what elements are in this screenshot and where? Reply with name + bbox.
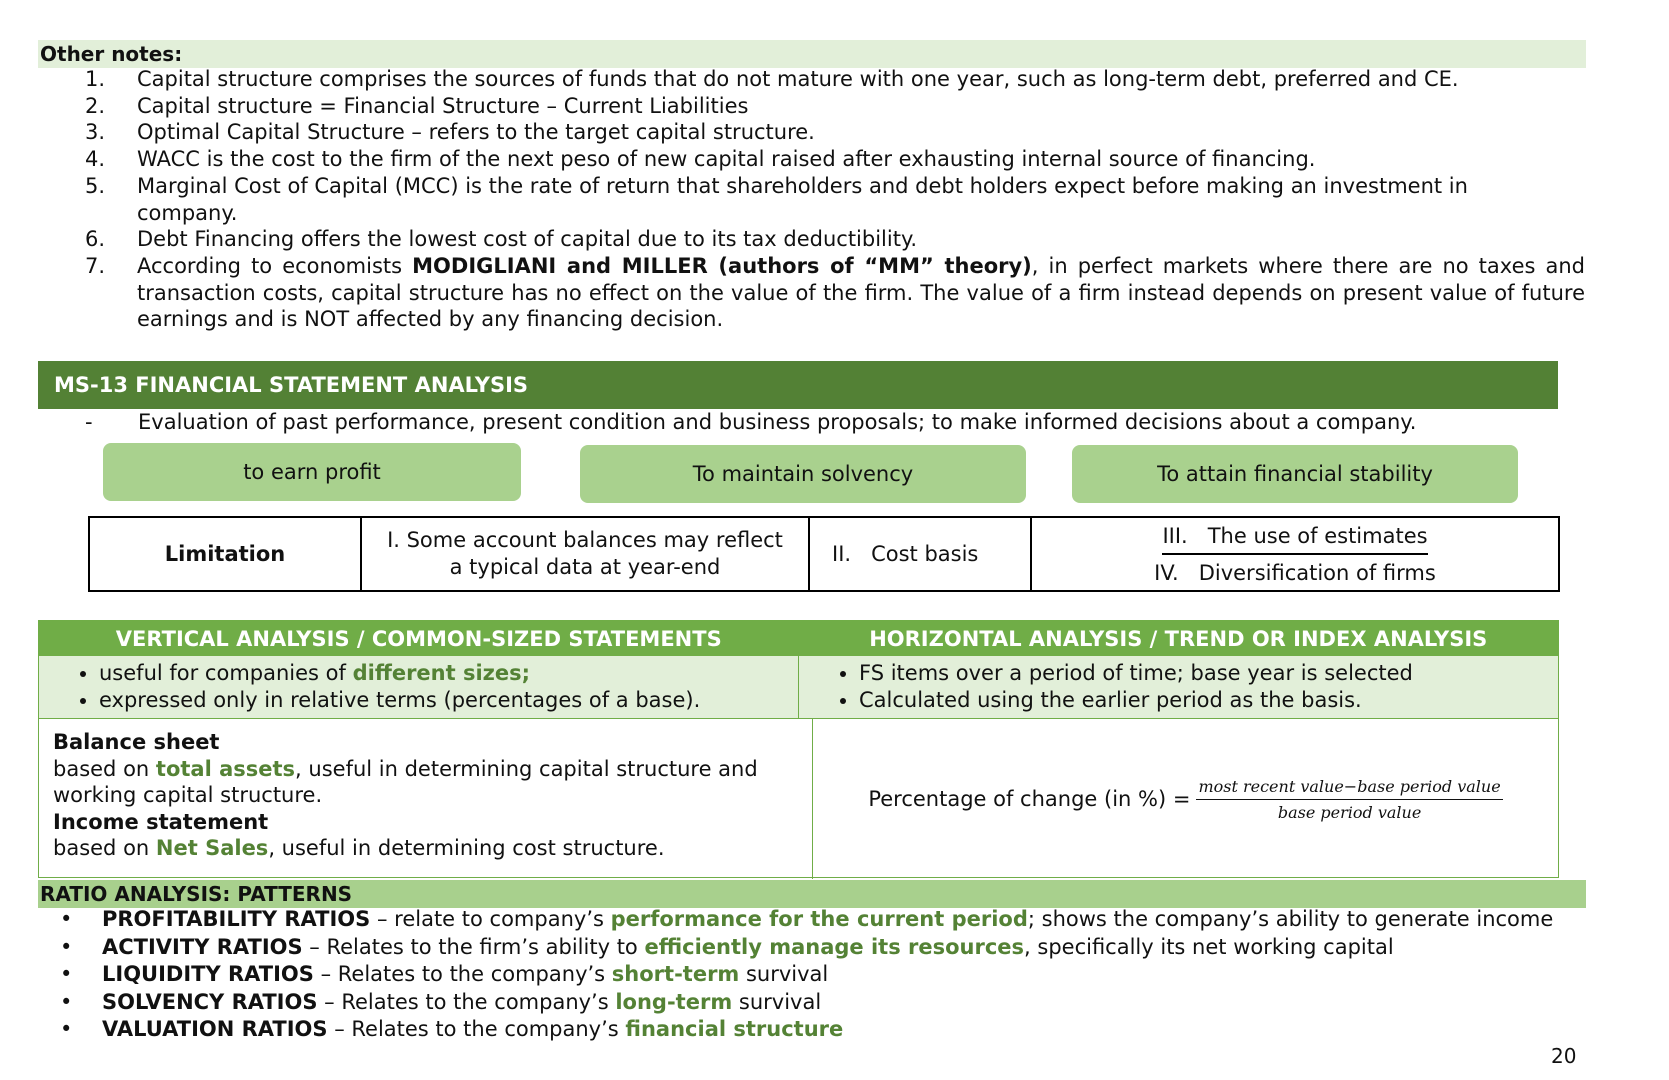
ratio-name: PROFITABILITY RATIOS <box>102 907 371 931</box>
ratio-pre: – Relates to the company’s <box>313 962 612 987</box>
note-item <box>85 93 1585 120</box>
limitation-item-4: IV. Diversification of firms <box>1154 560 1436 585</box>
limitation-label: Limitation <box>90 518 362 590</box>
vertical-bullet-1 <box>99 660 798 687</box>
other-notes-list <box>85 66 1585 333</box>
ratio-post: survival <box>739 962 829 987</box>
definition-text: Evaluation of past performance, present condition and business proposals; to make informed decisions about a company. <box>138 410 1417 434</box>
objective-earn-profit: to earn profit <box>103 443 521 501</box>
note-text: Marginal Cost of Capital (MCC) is the rate of return that shareholders and debt holders expect before making an investment in company. <box>137 173 1468 225</box>
ratio-pre: – Relates to the company’s <box>327 1017 626 1042</box>
ms13-section-title: MS-13 FINANCIAL STATEMENT ANALYSIS <box>38 361 1558 409</box>
ratio-name: LIQUIDITY RATIOS <box>102 962 314 987</box>
note-text: Capital structure comprises the sources of funds that do not mature with one year, such as long-term debt, preferred and CE. <box>137 67 1459 91</box>
horizontal-bullet-1: • FS items over a period of time; base year is selected <box>859 660 1558 687</box>
ratio-name: ACTIVITY RATIOS <box>102 934 303 959</box>
limitation-item-3: III. The use of estimates <box>1162 518 1427 555</box>
formula-label: Percentage of change (in %) = <box>868 787 1191 811</box>
limitation-items-3-4 <box>1032 518 1558 590</box>
note-number: 2. <box>85 93 106 118</box>
horizontal-analysis-title: HORIZONTAL ANALYSIS / TREND OR INDEX ANALYSIS <box>869 626 1488 651</box>
is-pre: based on <box>53 836 156 860</box>
page-number: 20 <box>1551 1044 1577 1068</box>
ratio-item <box>60 989 1553 1017</box>
vertical-details <box>39 719 813 879</box>
bullet-text: useful for companies of <box>99 661 353 685</box>
definition-dash: - <box>85 410 93 434</box>
note-item <box>85 226 1585 253</box>
ratio-post: ; shows the company’s ability to generate income <box>1027 907 1554 931</box>
limitation-item-1-line1: I. Some account balances may reflect <box>387 528 783 552</box>
note-number: 1. <box>85 67 106 91</box>
ratio-list <box>60 906 1553 1044</box>
vertical-bullets <box>39 656 799 718</box>
bullet-green-text: different sizes; <box>352 661 531 685</box>
objective-maintain-solvency: To maintain solvency <box>580 445 1026 503</box>
limitation-table <box>88 516 1560 592</box>
ratio-pre: – relate to company’s <box>370 907 611 931</box>
limitation-item-1 <box>362 518 810 590</box>
note-text: Debt Financing offers the lowest cost of capital due to its tax deductibility. <box>137 227 918 252</box>
ratio-analysis-heading: RATIO ANALYSIS: PATTERNS <box>38 880 1586 908</box>
note-number: 6. <box>85 227 106 252</box>
income-statement-text <box>53 835 798 862</box>
is-green: Net Sales <box>155 836 269 860</box>
limitation-item-2: II. Cost basis <box>810 518 1032 590</box>
ratio-green: short-term <box>611 962 740 987</box>
ratio-green: financial structure <box>625 1017 844 1042</box>
vertical-bullet-2: • expressed only in relative terms (percentages of a base). <box>99 687 798 714</box>
note-item <box>85 119 1585 146</box>
balance-sheet-text <box>53 756 798 809</box>
bs-pre: based on <box>53 756 156 781</box>
note-text: Capital structure = Financial Structure – Current Liabilities <box>137 93 749 118</box>
vertical-analysis-title: VERTICAL ANALYSIS / COMMON-SIZED STATEMENTS <box>115 626 722 651</box>
other-notes-heading: Other notes: <box>38 40 1586 68</box>
analysis-header-row <box>39 621 1558 656</box>
formula-denominator: base period value <box>1277 802 1422 822</box>
note-item <box>85 66 1585 93</box>
bullet: • <box>60 907 73 931</box>
ratio-green: long-term <box>615 989 733 1014</box>
note-text: Optimal Capital Structure – refers to the target capital structure. <box>137 120 815 145</box>
ratio-item <box>60 1016 1553 1044</box>
horizontal-formula-cell <box>813 719 1558 879</box>
formula-fraction <box>1196 777 1502 822</box>
note-number: 7. <box>85 253 106 278</box>
ratio-name: SOLVENCY RATIOS <box>102 989 318 1014</box>
bullet: • <box>60 1017 73 1042</box>
limitation-item-1-line2: a typical data at year-end <box>449 555 721 579</box>
bullet: • <box>60 962 73 987</box>
percentage-change-formula <box>868 777 1502 822</box>
note-text-post: , in perfect markets where there are no taxes and transaction costs, capital structure has no effect on the value of the firm. The value of a firm instead depends on present value of future earnings and is NOT affected by any financing decision. <box>137 253 1585 332</box>
note-number: 5. <box>85 173 106 198</box>
income-statement-title: Income statement <box>53 809 269 834</box>
analysis-bullets-row <box>39 656 1558 719</box>
balance-sheet-title: Balance sheet <box>53 730 220 754</box>
formula-numerator: most recent value−base period value <box>1196 777 1502 800</box>
ratio-item <box>60 934 1553 962</box>
ratio-post: , specifically its net working capital <box>1024 934 1394 959</box>
note-text-bold: MODIGLIANI and MILLER (authors of “MM” theory) <box>412 253 1032 278</box>
objective-financial-stability: To attain financial stability <box>1072 445 1518 503</box>
horizontal-bullet-2: • Calculated using the earlier period as the basis. <box>859 687 1558 714</box>
note-text: WACC is the cost to the firm of the next peso of new capital raised after exhausting internal source of financing. <box>137 147 1316 172</box>
note-number: 3. <box>85 120 106 145</box>
ratio-green: performance for the current period <box>610 907 1028 931</box>
ratio-item <box>60 961 1553 989</box>
note-item <box>85 173 1585 226</box>
ratio-name: VALUATION RATIOS <box>102 1017 328 1042</box>
ratio-green: efficiently manage its resources <box>644 934 1025 959</box>
bs-post: , useful in determining capital structure and working capital structure. <box>53 756 758 807</box>
horizontal-bullets <box>799 656 1558 718</box>
bs-green: total assets <box>155 756 296 781</box>
note-number: 4. <box>85 147 106 172</box>
ratio-item <box>60 906 1553 934</box>
ratio-pre: – Relates to the company’s <box>317 989 616 1014</box>
note-text-pre: According to economists <box>137 253 413 278</box>
is-post: , useful in determining cost structure. <box>268 836 665 860</box>
bullet: • <box>60 989 73 1014</box>
bullet: • <box>60 934 73 959</box>
note-item <box>85 146 1585 173</box>
ratio-post: survival <box>732 989 822 1014</box>
note-item <box>85 253 1585 333</box>
analysis-body-row <box>39 719 1558 879</box>
analysis-table <box>38 620 1559 878</box>
note-text <box>137 253 1585 333</box>
ms13-definition <box>85 408 1416 436</box>
ratio-pre: – Relates to the firm’s ability to <box>302 934 645 959</box>
